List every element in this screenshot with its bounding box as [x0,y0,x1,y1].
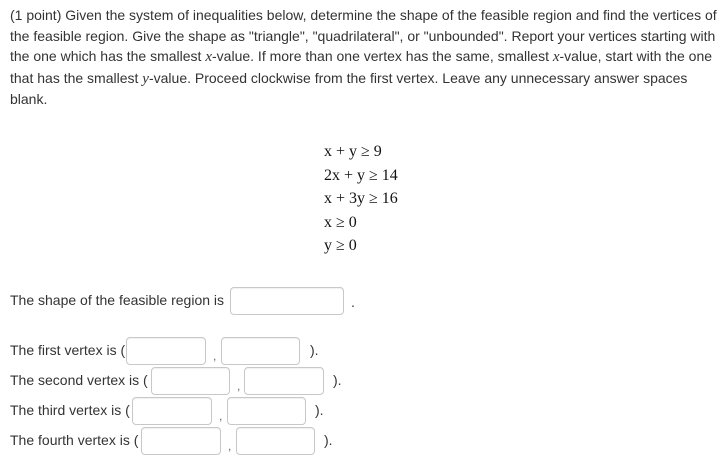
first-vertex-close: ). [310,342,319,358]
shape-input[interactable] [230,287,344,315]
problem-text-2: -value. If more than one vertex has the same, smallest [212,48,553,64]
inequality-5: y ≥ 0 [324,237,357,254]
inequality-2: 2x + y ≥ 14 [324,166,398,184]
inequality-1: x + y ≥ 9 [324,143,382,160]
problem-text-1: (1 point) Given the system of inequalities below, determine the shape of the feasible region and find the vertices of the feasible region. Give the shape as "triangle", "quadrilateral", or "unbounded". Report your vertices starting with the one which has the smallest [10,7,717,64]
third-vertex-close: ). [315,402,324,418]
first-vertex-y-input[interactable] [221,337,300,365]
third-vertex-label: The third vertex is ( [10,402,130,418]
fourth-vertex-label: The fourth vertex is ( [10,432,139,448]
second-vertex-x-input[interactable] [151,367,230,395]
problem-text-4: -value. Proceed clockwise from the first vertex. Leave any unnecessary answer spaces blank. [10,69,688,107]
problem-text-3: -value, start with the one that has the smallest [10,48,713,86]
math-var-x: x [552,49,560,65]
first-vertex-label: The first vertex is ( [10,342,126,358]
second-vertex-label: The second vertex is ( [10,372,148,388]
inequality-system [324,140,398,258]
problem-statement [10,5,718,110]
third-vertex-comma: , [219,409,223,423]
math-var-y: y [142,70,149,87]
fourth-vertex-x-input[interactable] [141,427,221,455]
second-vertex-y-input[interactable] [244,367,324,395]
first-vertex-x-input[interactable] [126,337,206,365]
inequality-4: x ≥ 0 [324,213,357,231]
fourth-vertex-close: ). [324,432,333,448]
third-vertex-y-input[interactable] [227,397,306,425]
inequality-3: x + 3y ≥ 16 [324,190,398,207]
math-var-x: x [205,49,213,65]
fourth-vertex-y-input[interactable] [236,427,315,455]
shape-period: . [351,294,355,310]
first-vertex-comma: , [213,349,217,363]
shape-label: The shape of the feasible region is [10,292,225,308]
third-vertex-x-input[interactable] [132,397,212,425]
second-vertex-comma: , [237,379,241,393]
second-vertex-close: ). [333,372,342,388]
fourth-vertex-comma: , [228,439,232,453]
